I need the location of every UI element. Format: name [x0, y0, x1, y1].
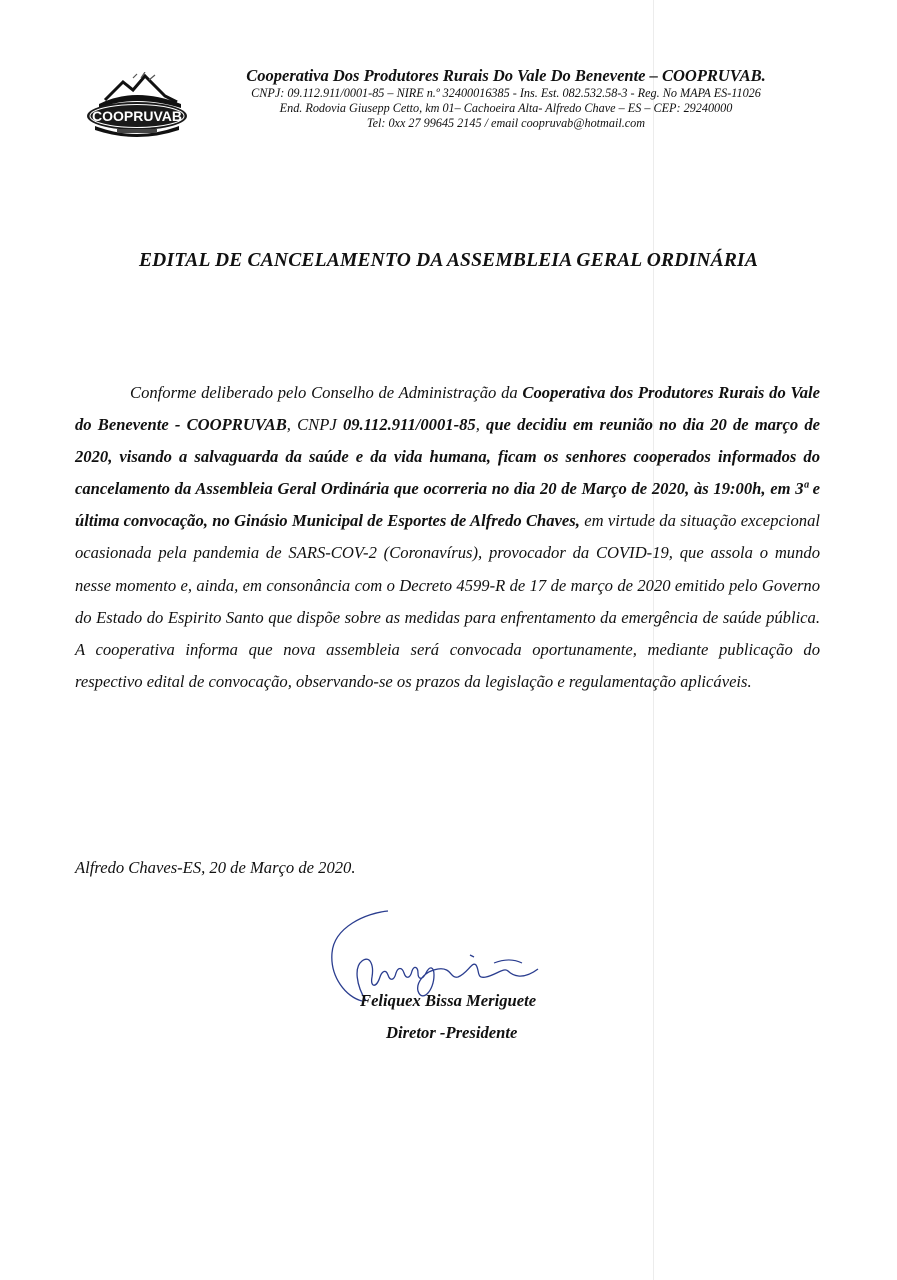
organization-name: Cooperativa Dos Produtores Rurais Do Vale Do Benevente – COOPRUVAB. — [246, 66, 766, 85]
body-segment-3: , CNPJ — [286, 415, 343, 435]
notice-paragraph — [75, 377, 820, 698]
contact-line: Tel: 0xx 27 99645 2145 / email coopruvab@hotmail.com — [366, 116, 646, 130]
coopruvab-logo — [85, 72, 190, 142]
signer-role: Diretor -Presidente — [386, 1023, 518, 1042]
body-segment-1: Conforme deliberado pelo Conselho de Administração da — [130, 383, 523, 402]
body-segment-7: em virtude da situação excepcional ocasionada pela pandemia de SARS-COV-2 (Coronavírus), provocador da COVID-19, que assola o mundo nesse momento e, ainda, em consonância com o Decreto 4599-R de 17 de março de 2020 emitido pelo Governo do Estado do Espirito Santo que dispõe sobre as medidas para enfrentamento da emergência de saúde pública. A cooperativa informa que nova assembleia será convocada oportunamente, mediante publicação do respectivo edital de convocação, observando-se os prazos da legislação e regulamentação aplicáveis. — [75, 511, 821, 691]
registration-line: CNPJ: 09.112.911/0001-85 – NIRE n.º 32400016385 - Ins. Est. 082.532.58-3 - Reg. No MAPA ES-11026 — [251, 86, 761, 100]
body-segment-6: que decidiu em reunião no dia 20 de março de 2020, visando a salvaguarda da saúde e da vida humana, ficam os senhores cooperados informados do cancelamento da Assembleia Geral Ordinária que ocorreria no dia 20 de Março de 2020, às 19:00h, em 3ª e última convocação, no Ginásio Municipal de Esportes de Alfredo Chaves, — [75, 415, 820, 531]
letterhead — [186, 66, 826, 131]
logo-text: COOPRUVAB — [92, 108, 182, 124]
body-segment-5: , — [475, 415, 487, 435]
document-title: EDITAL DE CANCELAMENTO DA ASSEMBLEIA GERAL ORDINÁRIA — [138, 250, 759, 271]
signer-name: Feliquex Bissa Meriguete — [360, 991, 537, 1010]
body-segment-4: 09.112.911/0001-85 — [342, 415, 476, 435]
address-line: End. Rodovia Giusepp Cetto, km 01– Cachoeira Alta- Alfredo Chave – ES – CEP: 29240000 — [279, 101, 733, 115]
body-segment-2: Cooperativa dos Produtores Rurais do Vale do Benevente - COOPRUVAB — [75, 383, 820, 435]
date-line: Alfredo Chaves-ES, 20 de Março de 2020. — [75, 858, 356, 877]
